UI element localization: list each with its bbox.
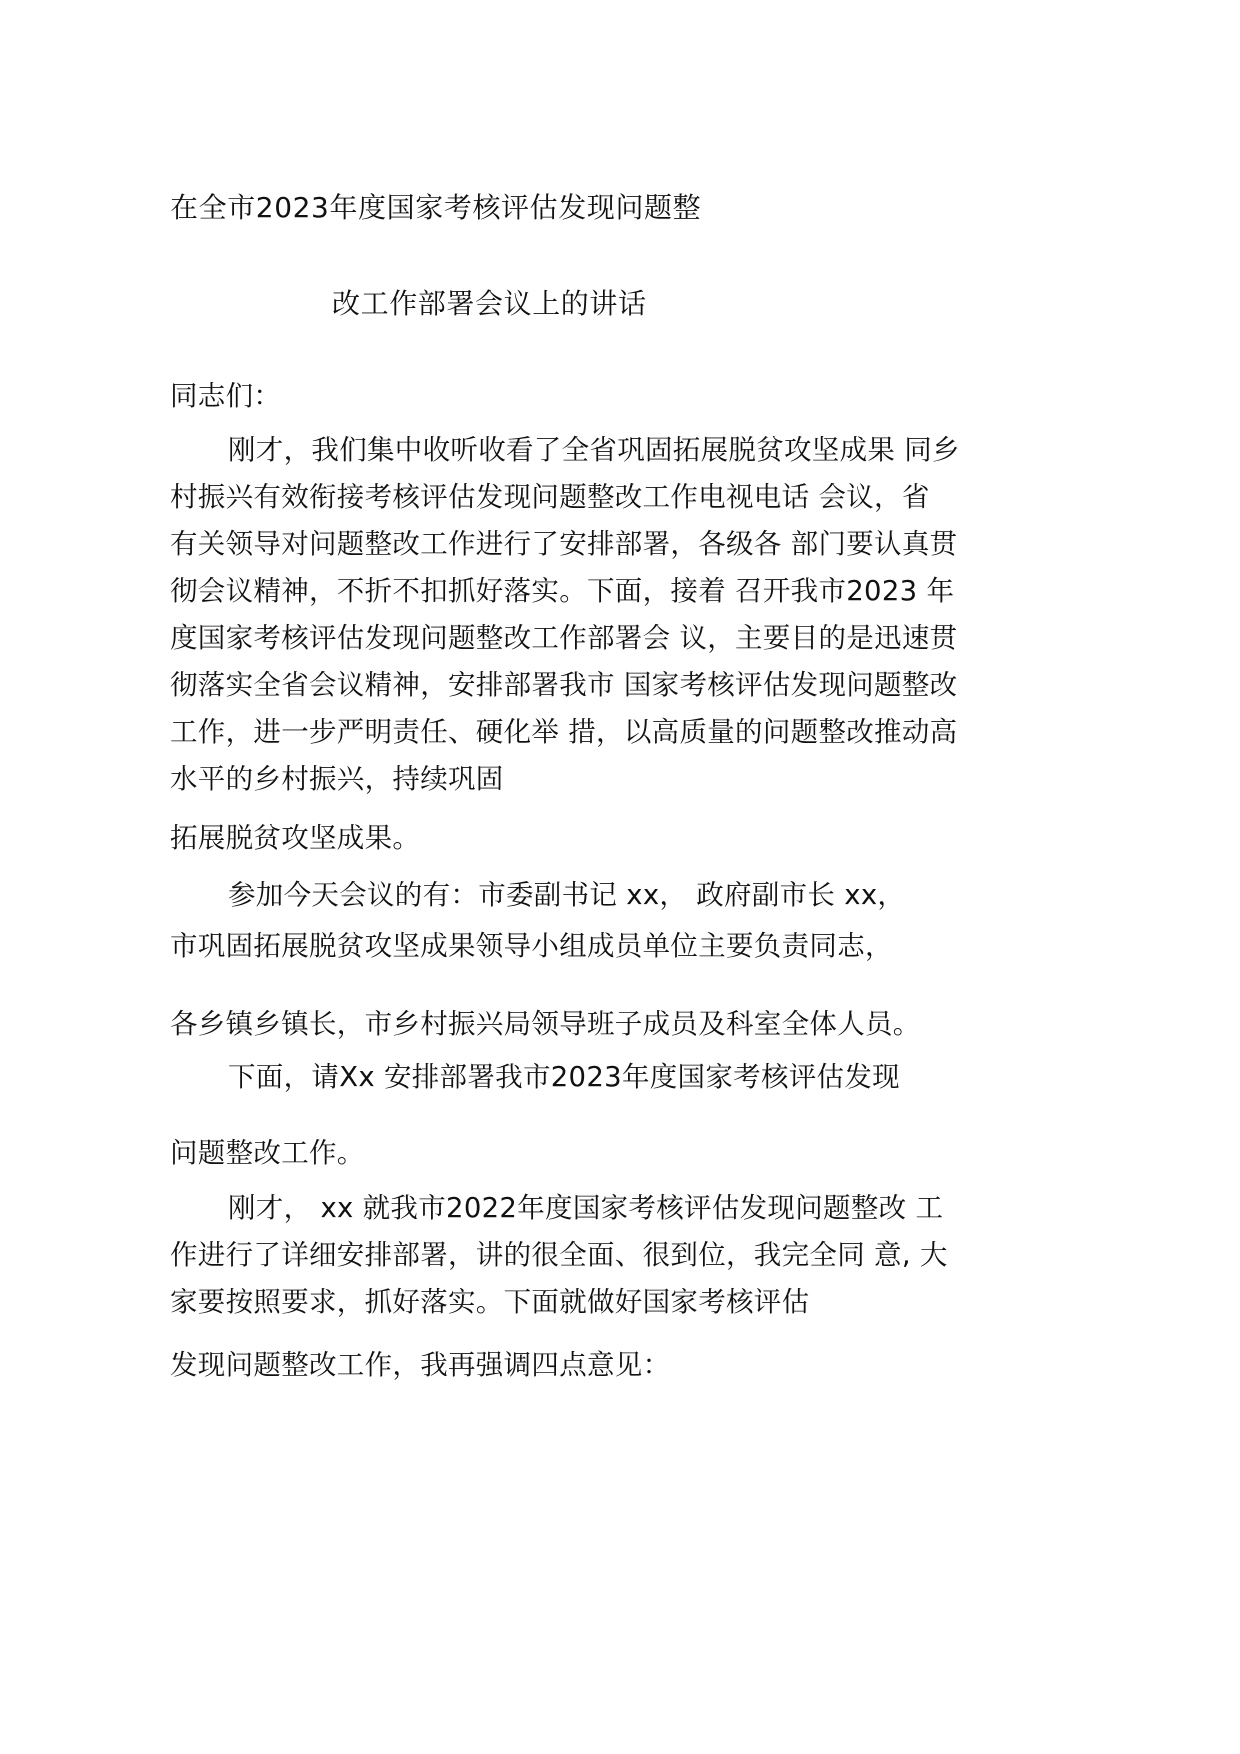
salutation: 同志们： xyxy=(170,380,282,412)
title-line-2: 改工作部署会议上的讲话 xyxy=(332,287,647,320)
title-line-1: 在全市2023年度国家考核评估发现问题整 xyxy=(170,191,702,224)
paragraph-1-line: 彻会议精神，不折不扣抓好落实。下面，接着 召开我市2023 年 xyxy=(170,575,955,607)
paragraph-3-line: 下面，请Xx 安排部署我市2023年度国家考核评估发现 xyxy=(228,1061,900,1093)
paragraph-1-line: 水平的乡村振兴，持续巩固 xyxy=(170,763,504,795)
paragraph-4-line: 刚才， xx 就我市2022年度国家考核评估发现问题整改 工 xyxy=(228,1192,944,1224)
paragraph-1-line: 彻落实全省会议精神，安排部署我市 国家考核评估发现问题整改 xyxy=(170,669,958,701)
paragraph-4-line: 发现问题整改工作，我再强调四点意见： xyxy=(170,1349,671,1381)
paragraph-2-line: 市巩固拓展脱贫攻坚成果领导小组成员单位主要负责同志， xyxy=(170,930,893,962)
paragraph-1-line: 拓展脱贫攻坚成果。 xyxy=(170,822,421,854)
paragraph-1-line: 村振兴有效衔接考核评估发现问题整改工作电视电话 会议，省 xyxy=(170,481,930,513)
paragraph-4-line: 作进行了详细安排部署，讲的很全面、很到位，我完全同 意, 大 xyxy=(170,1239,948,1271)
paragraph-1-line: 有关领导对问题整改工作进行了安排部署，各级各 部门要认真贯 xyxy=(170,528,958,560)
paragraph-1-line: 工作，进一步严明责任、硬化举 措，以高质量的问题整改推动高 xyxy=(170,716,958,748)
paragraph-1-line: 刚才，我们集中收听收看了全省巩固拓展脱贫攻坚成果 同乡 xyxy=(228,434,960,466)
paragraph-2-line: 各乡镇乡镇长，市乡村振兴局领导班子成员及科室全体人员。 xyxy=(170,1008,921,1040)
paragraph-1-line: 度国家考核评估发现问题整改工作部署会 议，主要目的是迅速贯 xyxy=(170,622,958,654)
paragraph-3-line: 问题整改工作。 xyxy=(170,1137,365,1169)
paragraph-4-line: 家要按照要求，抓好落实。下面就做好国家考核评估 xyxy=(170,1286,810,1318)
paragraph-2-line: 参加今天会议的有：市委副书记 xx， 政府副市长 xx， xyxy=(228,879,906,911)
